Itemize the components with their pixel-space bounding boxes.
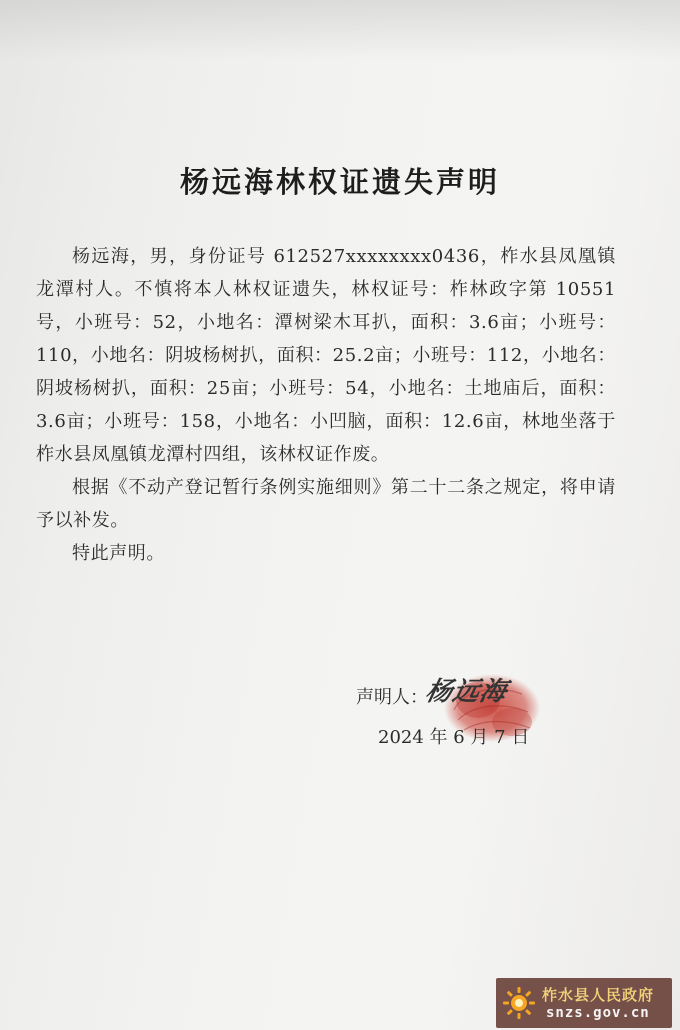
watermark-url: snzs.gov.cn xyxy=(546,1005,650,1021)
document-title: 杨远海林权证遗失声明 xyxy=(179,165,500,199)
watermark-name: 柞水县人民政府 xyxy=(542,986,655,1004)
handwritten-signature: 杨远海 xyxy=(422,677,511,707)
paragraph-main: 杨远海，男，身份证号 612527xxxxxxxx0436，柞水县凤凰镇龙潭村人。不慎将本人林权证遗失，林权证号：柞林政字第 10551 号，小班号：52，小地名：潭树梁木耳扒，面积：3.6亩；小班号：110，小地名：阴坡杨树扒，面积：25.2亩；小班号：112，小地名：阴坡杨树扒，面积：25亩；小班号：54，小地名：土地庙后，面积：3.6亩；小班号：158，小地名：小凹脑，面积：12.6亩，林地坐落于柞水县凤凰镇龙潭村四组，该林权证作废。 xyxy=(36,246,616,465)
watermark-badge xyxy=(496,978,672,1028)
paper-shadow xyxy=(0,0,680,60)
sun-emblem-icon xyxy=(502,986,536,1020)
paragraph-basis: 根据《不动产登记暂行条例实施细则》第二十二条之规定，将申请予以补发。 xyxy=(36,477,616,531)
signature-block xyxy=(356,677,596,748)
declaration-date: 2024 年 6 月 7 日 xyxy=(378,727,530,748)
declarant-label: 声明人： xyxy=(356,687,428,708)
paragraph-closing: 特此声明。 xyxy=(72,543,165,564)
document-body xyxy=(36,240,616,570)
